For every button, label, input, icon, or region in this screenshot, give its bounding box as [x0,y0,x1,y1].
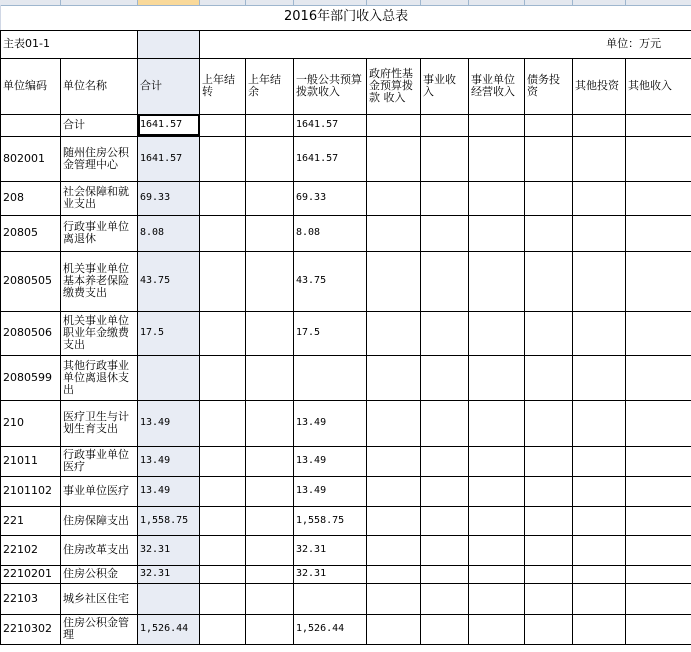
unit-code-cell[interactable]: 2080599 [1,355,61,400]
total-cell[interactable]: 13.49 [138,400,200,446]
cell[interactable] [573,251,626,311]
unit-name-cell[interactable]: 城乡社区住宅 [61,583,138,614]
total-cell[interactable]: 69.33 [138,181,200,215]
header-prev-balance[interactable]: 上年结余 [246,58,294,114]
cell[interactable] [469,181,525,215]
total-cell[interactable]: 1,526.44 [138,614,200,644]
cell[interactable] [525,114,573,136]
unit-name-cell[interactable]: 住房改革支出 [61,535,138,565]
cell[interactable] [200,136,246,181]
general-budget-cell[interactable]: 17.5 [294,311,367,355]
general-budget-cell[interactable]: 13.49 [294,400,367,446]
cell[interactable] [421,181,469,215]
cell[interactable] [525,583,573,614]
cell[interactable] [421,114,469,136]
total-cell[interactable]: 1,558.75 [138,506,200,535]
cell[interactable] [525,400,573,446]
cell[interactable] [421,355,469,400]
cell[interactable] [367,476,421,506]
unit-code-cell[interactable]: 20805 [1,215,61,251]
cell[interactable] [421,311,469,355]
unit-name-cell[interactable]: 医疗卫生与计划生育支出 [61,400,138,446]
cell[interactable] [246,355,294,400]
cell[interactable] [626,181,691,215]
cell[interactable] [246,251,294,311]
cell[interactable] [525,215,573,251]
general-budget-cell[interactable]: 8.08 [294,215,367,251]
general-budget-cell[interactable]: 32.31 [294,565,367,583]
total-cell[interactable]: 13.49 [138,476,200,506]
cell[interactable] [421,251,469,311]
cell[interactable] [573,215,626,251]
cell[interactable] [246,311,294,355]
cell[interactable] [525,251,573,311]
cell[interactable] [573,311,626,355]
table-row [1,583,691,614]
table-row [1,565,691,583]
header-other-income[interactable]: 其他收入 [626,58,691,114]
cell[interactable] [246,181,294,215]
unit-label[interactable]: 单位：万元 [200,30,691,58]
header-business-income[interactable]: 事业收入 [421,58,469,114]
cell[interactable] [367,311,421,355]
cell[interactable] [525,535,573,565]
unit-code-cell[interactable]: 802001 [1,136,61,181]
unit-code-cell[interactable]: 21011 [1,446,61,476]
cell[interactable] [626,446,691,476]
unit-code-cell[interactable]: 2080505 [1,251,61,311]
cell[interactable] [421,446,469,476]
table-row [1,181,691,215]
table-row [1,136,691,181]
table-row [1,400,691,446]
cell[interactable] [469,476,525,506]
total-cell[interactable]: 32.31 [138,535,200,565]
cell[interactable] [626,535,691,565]
total-cell[interactable]: 8.08 [138,215,200,251]
table-row [1,446,691,476]
unit-code-cell[interactable]: 221 [1,506,61,535]
cell[interactable] [246,136,294,181]
cell[interactable] [573,400,626,446]
table-row [1,506,691,535]
cell[interactable] [626,400,691,446]
general-budget-cell[interactable] [294,583,367,614]
cell[interactable] [246,583,294,614]
unit-name-cell[interactable]: 机关事业单位职业年金缴费支出 [61,311,138,355]
cell[interactable] [469,136,525,181]
cell[interactable] [573,614,626,644]
cell[interactable] [367,114,421,136]
header-unit-code[interactable]: 单位编码 [1,58,61,114]
cell[interactable] [626,614,691,644]
cell[interactable] [573,535,626,565]
cell[interactable] [626,506,691,535]
cell[interactable] [421,535,469,565]
table-row [1,311,691,355]
header-total[interactable]: 合计 [138,58,200,114]
cell[interactable] [200,114,246,136]
cell[interactable] [200,535,246,565]
unit-name-cell[interactable]: 住房保障支出 [61,506,138,535]
cell[interactable] [573,355,626,400]
cell[interactable] [469,583,525,614]
cell[interactable] [626,476,691,506]
cell[interactable] [421,583,469,614]
cell[interactable] [246,535,294,565]
cell[interactable] [573,181,626,215]
cell[interactable] [200,400,246,446]
cell[interactable] [573,136,626,181]
total-cell[interactable]: 1641.57 [138,136,200,181]
cell[interactable] [573,476,626,506]
cell[interactable] [626,136,691,181]
cell[interactable] [421,565,469,583]
general-budget-cell[interactable]: 32.31 [294,535,367,565]
total-cell[interactable]: 17.5 [138,311,200,355]
cell[interactable] [626,251,691,311]
unit-name-cell[interactable]: 其他行政事业单位离退休支出 [61,355,138,400]
total-cell[interactable]: 1641.57 [138,114,200,136]
general-budget-cell[interactable]: 43.75 [294,251,367,311]
total-cell[interactable]: 13.49 [138,446,200,476]
total-cell[interactable]: 32.31 [138,565,200,583]
table-row [1,215,691,251]
cell[interactable] [525,506,573,535]
cell[interactable] [421,506,469,535]
cell[interactable] [626,565,691,583]
header-prev-carryover[interactable]: 上年结转 [200,58,246,114]
unit-name-cell[interactable]: 行政事业单位医疗 [61,446,138,476]
cell[interactable] [200,476,246,506]
cell[interactable] [200,506,246,535]
cell[interactable] [367,565,421,583]
cell[interactable] [246,114,294,136]
table-row [1,251,691,311]
cell[interactable] [525,476,573,506]
header-gov-fund[interactable]: 政府性基金预算拨款 收入 [367,58,421,114]
cell[interactable] [469,311,525,355]
cell[interactable] [246,400,294,446]
cell[interactable] [469,565,525,583]
table-row [1,535,691,565]
cell[interactable] [246,565,294,583]
unit-name-cell[interactable]: 随州住房公积金管理中心 [61,136,138,181]
income-summary-table [0,5,691,645]
cell[interactable] [246,614,294,644]
cell[interactable] [469,114,525,136]
unit-code-cell[interactable]: 2101102 [1,476,61,506]
cell[interactable] [469,215,525,251]
cell[interactable] [200,614,246,644]
cell[interactable] [200,565,246,583]
cell[interactable] [367,446,421,476]
total-cell[interactable] [138,355,200,400]
cell[interactable] [367,506,421,535]
general-budget-cell[interactable]: 1641.57 [294,136,367,181]
unit-code-cell[interactable]: 208 [1,181,61,215]
table-number[interactable]: 主表01-1 [1,30,138,58]
cell[interactable] [469,251,525,311]
cell[interactable] [469,535,525,565]
cell[interactable] [469,614,525,644]
general-budget-cell[interactable]: 13.49 [294,476,367,506]
cell[interactable] [246,476,294,506]
table-row [1,614,691,644]
cell[interactable] [367,614,421,644]
cell[interactable] [367,251,421,311]
cell[interactable] [469,355,525,400]
unit-name-cell[interactable]: 住房公积金 [61,565,138,583]
general-budget-cell[interactable] [294,355,367,400]
cell[interactable] [525,355,573,400]
header-other-investment[interactable]: 其他投资 [573,58,626,114]
unit-name-cell[interactable]: 住房公积金管理 [61,614,138,644]
cell[interactable] [525,446,573,476]
unit-name-cell[interactable]: 行政事业单位离退休 [61,215,138,251]
table-row [1,355,691,400]
unit-name-cell[interactable]: 事业单位医疗 [61,476,138,506]
cell[interactable] [421,476,469,506]
cell[interactable] [525,614,573,644]
cell[interactable] [573,506,626,535]
cell[interactable] [367,400,421,446]
general-budget-cell[interactable]: 69.33 [294,181,367,215]
cell[interactable] [525,181,573,215]
cell[interactable] [525,311,573,355]
unit-name-cell[interactable]: 合计 [61,114,138,136]
cell[interactable] [246,215,294,251]
cell[interactable] [200,251,246,311]
cell[interactable] [200,311,246,355]
table-row [1,476,691,506]
cell[interactable] [138,30,200,58]
cell[interactable] [626,114,691,136]
cell[interactable] [367,583,421,614]
cell[interactable] [469,506,525,535]
cell[interactable] [573,583,626,614]
cell[interactable] [573,565,626,583]
cell[interactable] [367,355,421,400]
cell[interactable] [200,355,246,400]
unit-name-cell[interactable]: 社会保障和就业支出 [61,181,138,215]
total-cell[interactable] [138,583,200,614]
general-budget-cell[interactable]: 1,558.75 [294,506,367,535]
unit-code-cell[interactable]: 22102 [1,535,61,565]
header-debt-investment[interactable]: 债务投资 [525,58,573,114]
total-cell[interactable]: 43.75 [138,251,200,311]
cell[interactable] [200,215,246,251]
cell[interactable] [626,215,691,251]
cell[interactable] [200,583,246,614]
unit-code-cell[interactable]: 210 [1,400,61,446]
cell[interactable] [200,181,246,215]
cell[interactable] [421,614,469,644]
cell[interactable] [573,446,626,476]
cell[interactable] [626,355,691,400]
cell[interactable] [525,565,573,583]
unit-code-cell[interactable] [1,114,61,136]
cell[interactable] [421,215,469,251]
cell[interactable] [367,136,421,181]
cell[interactable] [200,446,246,476]
general-budget-cell[interactable]: 1,526.44 [294,614,367,644]
cell[interactable] [525,136,573,181]
cell[interactable] [246,446,294,476]
cell[interactable] [246,506,294,535]
cell[interactable] [573,114,626,136]
table-row [1,114,691,136]
cell[interactable] [626,583,691,614]
cell[interactable] [469,400,525,446]
unit-code-cell[interactable]: 2210302 [1,614,61,644]
unit-code-cell[interactable]: 2080506 [1,311,61,355]
cell[interactable] [367,181,421,215]
cell[interactable] [367,535,421,565]
unit-code-cell[interactable]: 22103 [1,583,61,614]
cell[interactable] [421,400,469,446]
cell[interactable] [469,446,525,476]
header-business-operating[interactable]: 事业单位经营收入 [469,58,525,114]
unit-code-cell[interactable]: 2210201 [1,565,61,583]
header-unit-name[interactable]: 单位名称 [61,58,138,114]
general-budget-cell[interactable]: 13.49 [294,446,367,476]
general-budget-cell[interactable]: 1641.57 [294,114,367,136]
header-general-budget[interactable]: 一般公共预算拨款收入 [294,58,367,114]
unit-name-cell[interactable]: 机关事业单位基本养老保险缴费支出 [61,251,138,311]
cell[interactable] [367,215,421,251]
cell[interactable] [626,311,691,355]
cell[interactable] [421,136,469,181]
report-title[interactable]: 2016年部门收入总表 [1,5,691,30]
